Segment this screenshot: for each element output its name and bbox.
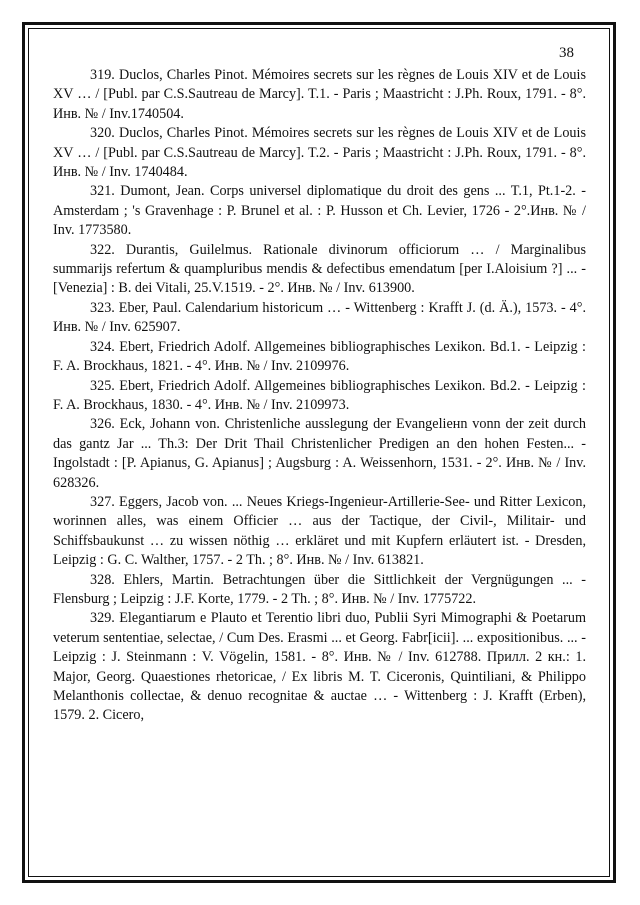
bibliography-entry-321: 321. Dumont, Jean. Corps universel diplomatique du droit des gens ... T.1, Pt.1-2. - Amsterdam ; 's Gravenhage : P. Brunel et al. : P. Husson et Ch. Levier, 1726 - 2°.Инв. № / Inv. 1773580. [53, 183, 586, 239]
bibliography-entry-326: 326. Eck, Johann von. Christenliche ausslegung der Evangeliенn vonn der zeit durch das gantz Jar ... Th.3: Der Drit Thail Christenlicher Predigen an den hohen Festen... - Ingolstadt : [P. Apianus, G. Apianus] ; Augsburg : A. Weissenhorn, 1531. - 2°. Инв. № / Inv. 628326. [53, 416, 586, 491]
bibliography-entry-323: 323. Eber, Paul. Calendarium historicum … - Wittenberg : Krafft J. (d. Ä.), 1573. - 4°. Инв. № / Inv. 625907. [53, 299, 586, 336]
bibliography-entry-327: 327. Eggers, Jacob von. ... Neues Kriegs-Ingenieur-Artillerie-See- und Ritter Lexicon, worinnen alles, was einem Officier … aus der Tactique, der Civil-, Militair- und Schiffsbaukunst … zu wissen nöthig … erkläret und mit Kupfern erläutert ist. - Dresden, Leipzig : G. C. Walther, 1757. - 2 Th. ; 8°. Инв. № / Inv. 613821. [53, 493, 586, 569]
bibliography-entry-324: 324. Ebert, Friedrich Adolf. Allgemeines bibliographisches Lexikon. Bd.1. - Leipzig : F. A. Brockhaus, 1821. - 4°. Инв. № / Inv. 2109976. [53, 338, 586, 375]
bibliography-entry-319: 319. Duclos, Charles Pinot. Mémoires secrets sur les règnes de Louis XIV et de Louis XV … / [Publ. par C.S.Sautreau de Marcy]. T.1. - Paris ; Maastricht : J.Ph. Roux, 1791. - 8°. Инв. № / Inv.1740504. [53, 67, 586, 122]
bibliography-entry-320: 320. Duclos, Charles Pinot. Mémoires secrets sur les règnes de Louis XIV et de Louis XV … / [Publ. par C.S.Sautreau de Marcy]. T.2. - Paris ; Maastricht : J.Ph. Roux, 1791. - 8°. Инв. № / Inv. 1740484. [53, 125, 586, 181]
bibliography-entries [53, 66, 586, 726]
page-number: 38 [559, 45, 574, 61]
bibliography-entry-325: 325. Ebert, Friedrich Adolf. Allgemeines bibliographisches Lexikon. Bd.2. - Leipzig : F. A. Brockhaus, 1830. - 4°. Инв. № / Inv. 2109973. [53, 377, 586, 413]
bibliography-entry-328: 328. Ehlers, Martin. Betrachtungen über die Sittlichkeit der Vergnügungen ... - Flensburg ; Leipzig : J.F. Korte, 1779. - 2 Th. ; 8°. Инв. № / Inv. 1775722. [53, 571, 586, 607]
bibliography-entry-329: 329. Elegantiarum e Plauto et Terentio libri duo, Publii Syri Mimographi & Poetarum veterum sententiae, selectae, / Cum Des. Erasmi ... et Georg. Fabr[icii]. ... expositionibus. ... - Leipzig : J. Steinmann : V. Vögelin, 1581. - 8°. Инв. № / Inv. 612788. Прилл. 2 кн.: 1. Major, Georg. Quaestiones rhetoricae, / Ex libris M. T. Ciceronis, Quintiliani, & Philippo Melanthonis collectae, & denuo recognitae & auctae … - Wittenberg : J. Krafft (Erben), 1579. 2. Cicero, [53, 610, 586, 724]
bibliography-entry-322: 322. Durantis, Guilelmus. Rationale divinorum officiorum … / Marginalibus summarijs refertum & quampluribus mendis & defectibus emendatum [per I.Aloisium ?] ... - [Venezia] : B. dei Vitali, 25.V.1519. - 2°. Инв. № / Inv. 613900. [53, 241, 586, 297]
